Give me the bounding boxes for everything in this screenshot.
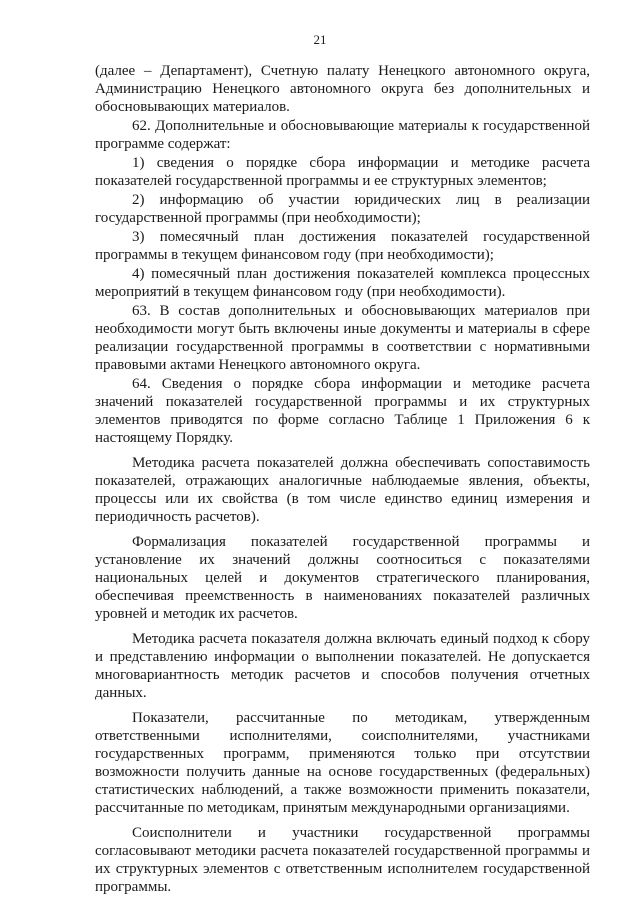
paragraph-64: 64. Сведения о порядке сбора информации и методике расчета значений показателей государственной программы и их структурных элементов приводятся по форме согласно Таблице 1 Приложения 6 к настоящему Порядку. bbox=[95, 376, 590, 446]
document-body bbox=[95, 62, 590, 897]
paragraph-formalization: Формализация показателей государственной программы и установление их значений должны соотноситься с показателями национальных целей и документов стратегического планирования, обеспечивая преемственность в наименованиях показателей различных уровней и методик их расчетов. bbox=[95, 534, 590, 622]
list-item-4: 4) помесячный план достижения показателей комплекса процессных мероприятий в текущем финансовом году (при необходимости). bbox=[95, 266, 590, 300]
paragraph-63: 63. В состав дополнительных и обосновывающих материалов при необходимости могут быть включены иные документы и материалы в сфере реализации государственной программы в соответствии с нормативными правовыми актами Ненецкого автономного округа. bbox=[95, 303, 590, 373]
page-number: 21 bbox=[313, 32, 327, 47]
paragraph-unified-approach: Методика расчета показателя должна включать единый подход к сбору и представлению информации о выполнении показателей. Не допускается многовариантность методик расчетов и способов получения отчетных данных. bbox=[95, 631, 590, 701]
paragraph-continuation: (далее – Департамент), Счетную палату Ненецкого автономного округа, Администрацию Ненецкого автономного округа без дополнительных и обосновывающих материалов. bbox=[95, 63, 590, 115]
list-item-2: 2) информацию об участии юридических лиц в реализации государственной программы (при необходимости); bbox=[95, 192, 590, 226]
list-item-1: 1) сведения о порядке сбора информации и методике расчета показателей государственной программы и ее структурных элементов; bbox=[95, 155, 590, 189]
paragraph-coexecutors: Соисполнители и участники государственной программы согласовывают методики расчета показателей государственной программы и их структурных элементов с ответственным исполнителем государственной программы. bbox=[95, 825, 590, 895]
paragraph-indicators: Показатели, рассчитанные по методикам, утвержденным ответственными исполнителями, соисполнителями, участниками государственных программ, применяются только при отсутствии возможности получить данные на основе государственных (федеральных) статистических наблюдений, а также возможности применить показатели, рассчитанные по методикам, принятым международными организациями. bbox=[95, 710, 590, 816]
paragraph-62: 62. Дополнительные и обосновывающие материалы к государственной программе содержат: bbox=[95, 118, 590, 152]
list-item-3: 3) помесячный план достижения показателей государственной программы в текущем финансовом году (при необходимости); bbox=[95, 229, 590, 263]
paragraph-methodology: Методика расчета показателей должна обеспечивать сопоставимость показателей, отражающих аналогичные наблюдаемые явления, объекты, процессы или их свойства (в том числе единство единиц измерения и периодичность расчетов). bbox=[95, 455, 590, 525]
